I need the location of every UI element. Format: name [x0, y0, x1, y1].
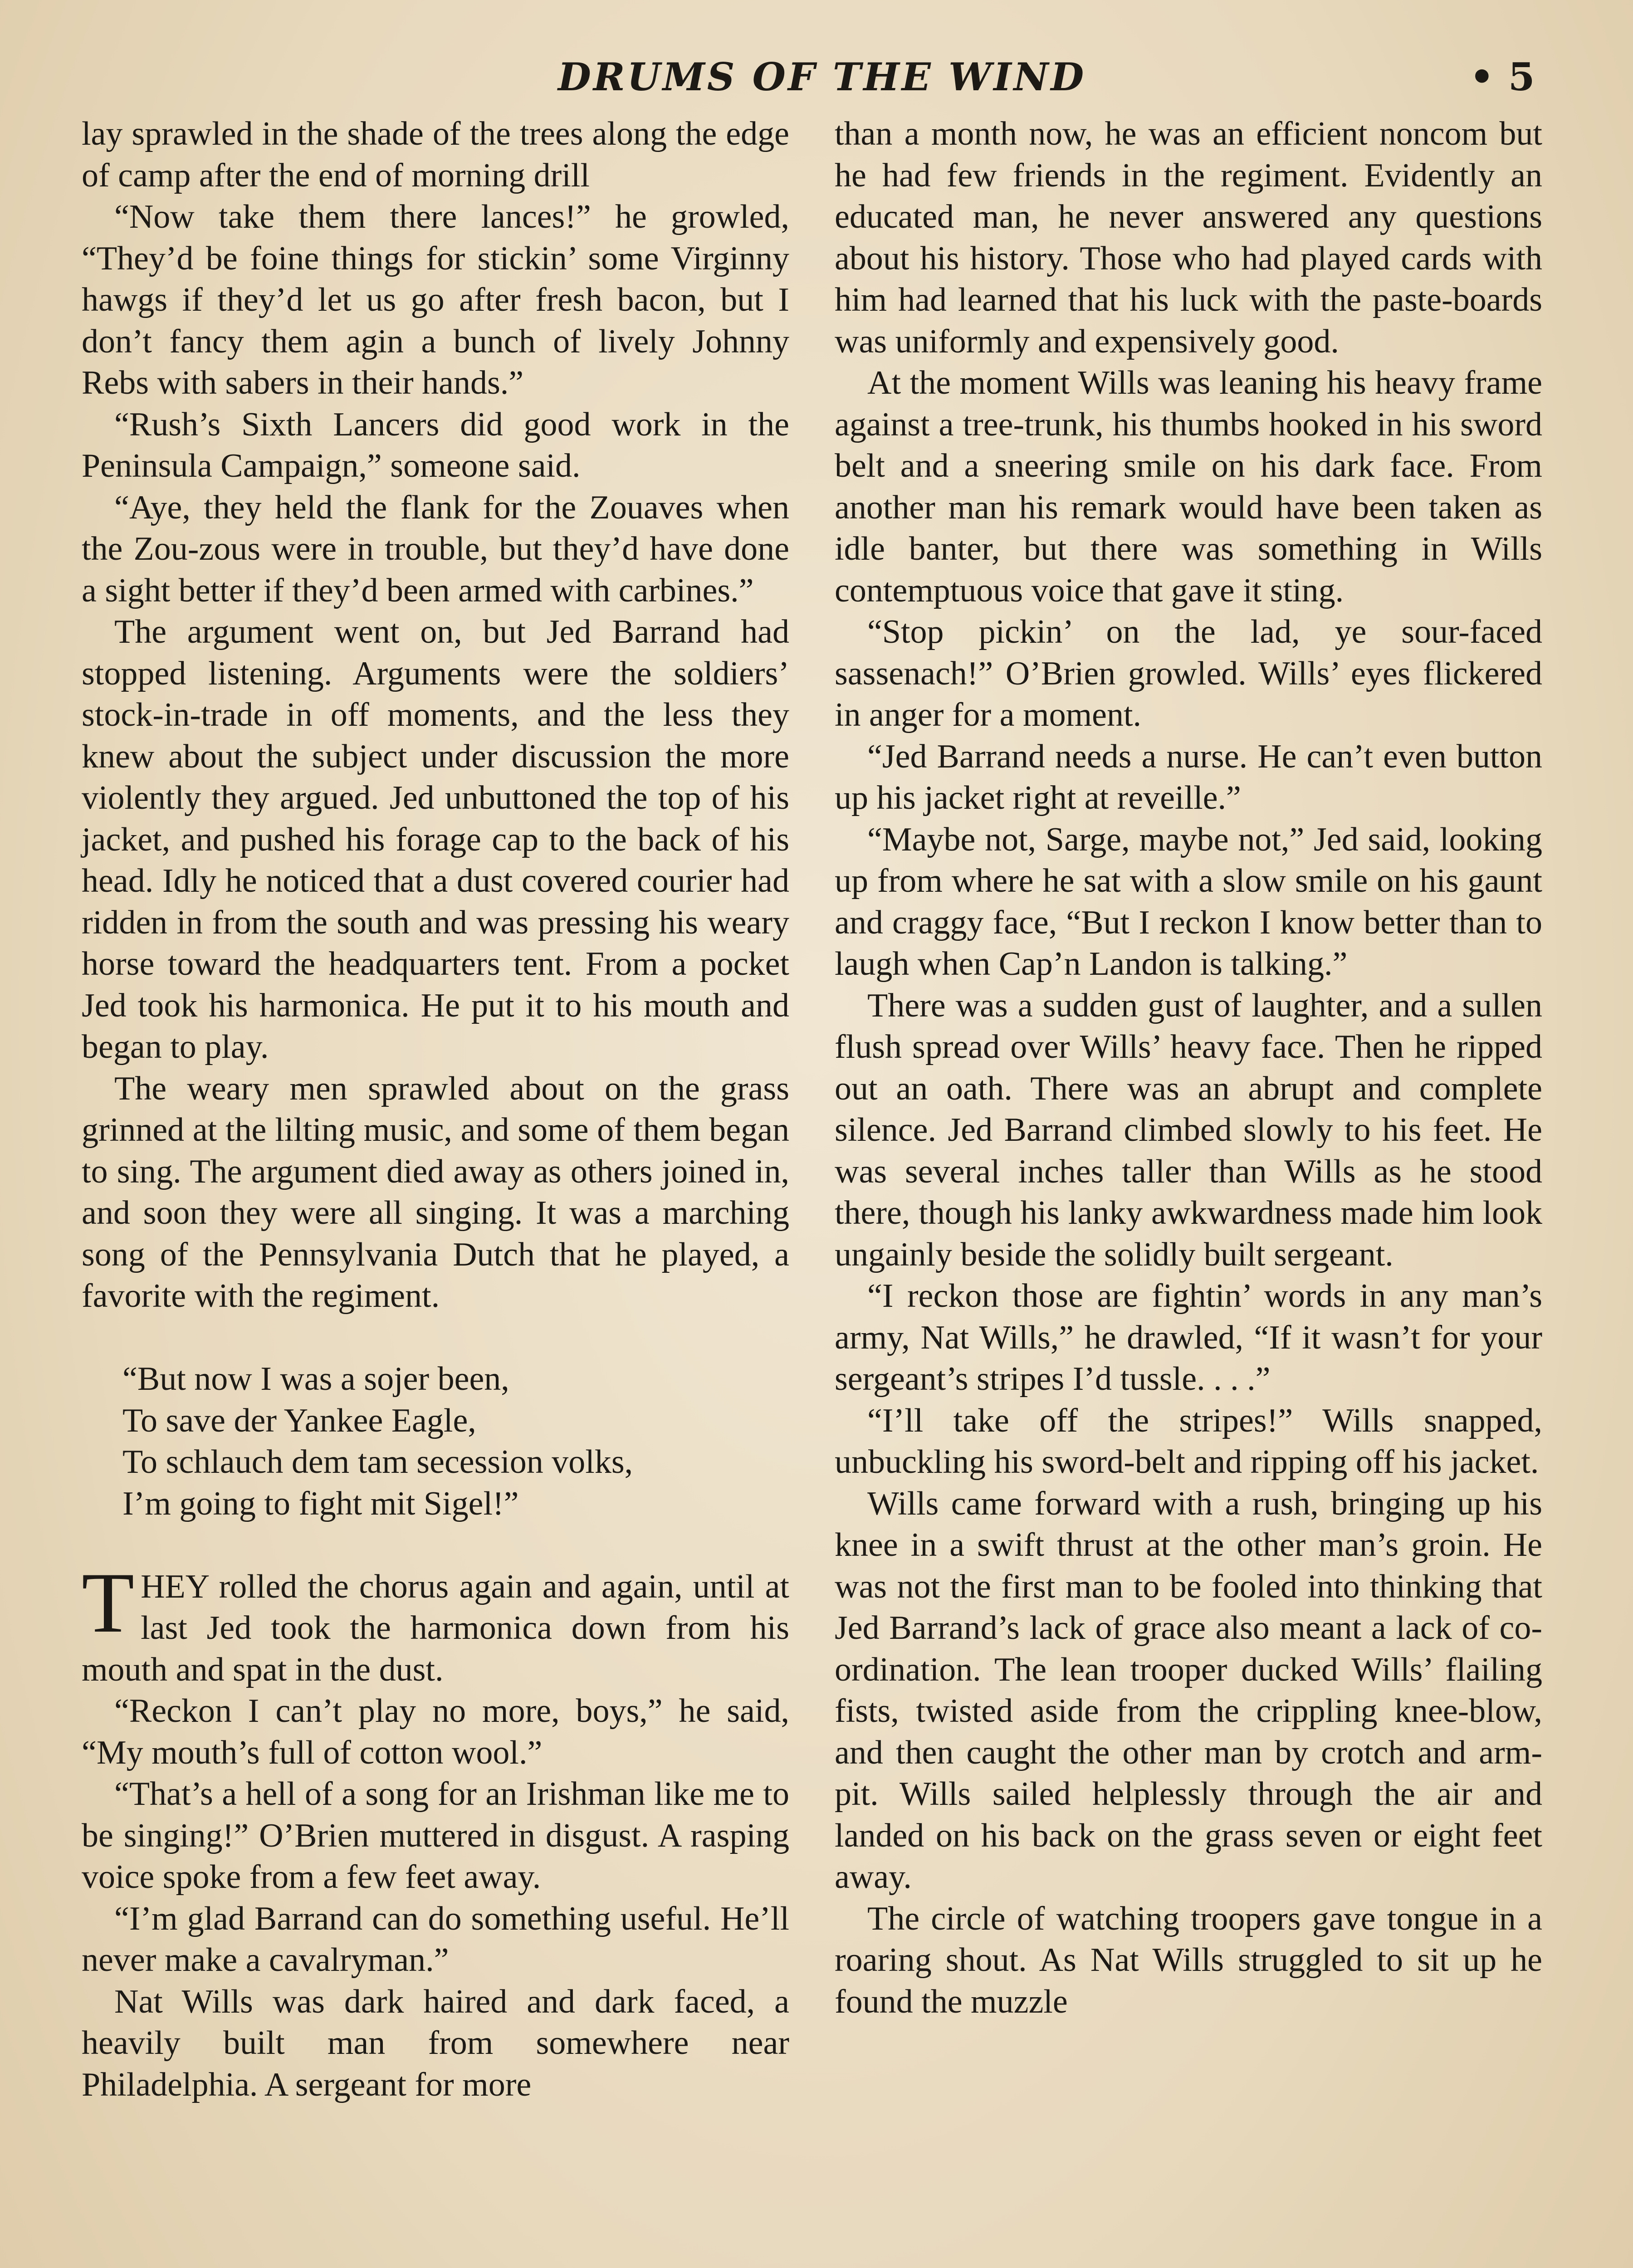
running-title: DRUMS OF THE WIND — [558, 54, 1086, 99]
paragraph: “Aye, they held the flank for the Zouaves when the Zou-zous were in trouble, but they’d have done a sight better if they’d been armed with carbines.” — [82, 489, 789, 609]
paragraph: “Maybe not, Sarge, maybe not,” Jed said, looking up from where he sat with a slow smile on his gaunt and craggy face, “But I reckon I know better than to laugh when Cap’n Landon is talking.” — [835, 821, 1542, 982]
paragraph: The weary men sprawled about on the grass grinned at the lilting music, and some of them began to sing. The argument died away as others joined in, and soon they were all singing. It was a marching song of the Pennsylvania Dutch that he played, a favorite with the regiment. — [82, 1070, 789, 1315]
right-column — [835, 113, 1542, 2023]
page-header — [0, 54, 1633, 104]
paragraph: The circle of watching troopers gave tongue in a roaring shout. As Nat Wills struggled to sit up he found the muzzle — [835, 1900, 1542, 2020]
drop-cap: T — [82, 1555, 135, 1651]
paragraph: There was a sudden gust of laughter, and a sullen flush spread over Wills’ heavy face. Then he ripped out an oath. There was an abrupt and complete silence. Jed Barrand climbed slowly to his feet. He was several inches taller than Wills as he stood there, though his lanky awkwardness made him look ungainly beside the solidly built sergeant. — [835, 987, 1542, 1273]
paragraph-with-dropcap — [82, 1555, 789, 1691]
paragraph: “Reckon I can’t play no more, boys,” he said, “My mouth’s full of cotton wool.” — [82, 1692, 789, 1771]
verse-line: To schlauch dem tam secession volks, — [122, 1443, 633, 1481]
page-number: 5 — [1508, 54, 1535, 99]
paragraph: “Now take them there lances!” he growled, “They’d be foine things for stickin’ some Virginny hawgs if they’d let us go after fresh bacon, but I don’t fancy them agin a bunch of lively Johnny Rebs with sabers in their hands.” — [82, 198, 789, 401]
paragraph: At the moment Wills was leaning his heavy frame against a tree-trunk, his thumbs hooked in his sword belt and a sneering smile on his dark face. From another man his remark would have been taken as idle banter, but there was something in Wills contemptuous voice that gave it sting. — [835, 364, 1542, 609]
paragraph: “I reckon those are fightin’ words in any man’s army, Nat Wills,” he drawled, “If it wasn’t for your sergeant’s stripes I’d tussle. . . .” — [835, 1277, 1542, 1398]
left-column — [82, 113, 789, 2106]
verse-line: I’m going to fight mit Sigel!” — [122, 1485, 519, 1522]
paragraph-text: HEY rolled the chorus again and again, until at last Jed took the harmonica down from his mouth and spat in the dust. — [82, 1568, 789, 1688]
paragraph: Wills came forward with a rush, bringing up his knee in a swift thrust at the other man’s groin. He was not the first man to be fooled into thinking that Jed Barrand’s lack of grace also meant a lack of co-ordination. The lean trooper ducked Wills’ flailing fists, twisted aside from the crippling knee-blow, and then caught the other man by crotch and arm-pit. Wills sailed helplessly through the air and landed on his back on the grass seven or eight feet away. — [835, 1485, 1542, 1896]
verse-line: To save der Yankee Eagle, — [122, 1402, 476, 1439]
paragraph: “That’s a hell of a song for an Irishman like me to be singing!” O’Brien muttered in disgust. A rasping voice spoke from a few feet away. — [82, 1775, 789, 1896]
paragraph: “Jed Barrand needs a nurse. He can’t even button up his jacket right at reveille.” — [835, 738, 1542, 816]
song-verse — [122, 1359, 789, 1525]
paragraph: “I’m glad Barrand can do something useful. He’ll never make a cavalryman.” — [82, 1900, 789, 1979]
paragraph: “Rush’s Sixth Lancers did good work in the Peninsula Campaign,” someone said. — [82, 406, 789, 484]
paragraph: “Stop pickin’ on the lad, ye sour-faced sassenach!” O’Brien growled. Wills’ eyes flickered in anger for a moment. — [835, 613, 1542, 733]
paragraph: than a month now, he was an efficient noncom but he had few friends in the regiment. Evidently an educated man, he never answered any questions about his history. Those who had played cards with him had learned that his luck with the paste-boards was uniformly and expensively good. — [835, 115, 1542, 360]
paragraph: lay sprawled in the shade of the trees along the edge of camp after the end of morning drill — [82, 115, 789, 194]
paragraph: The argument went on, but Jed Barrand had stopped listening. Arguments were the soldiers’ stock-in-trade in off moments, and the less they knew about the subject under discussion the more violently they argued. Jed unbuttoned the top of his jacket, and pushed his forage cap to the back of his head. Idly he noticed that a dust covered courier had ridden in from the south and was pressing his weary horse toward the headquarters tent. From a pocket Jed took his harmonica. He put it to his mouth and began to play. — [82, 613, 789, 1066]
header-separator: • — [1470, 54, 1494, 99]
paragraph: “I’ll take off the stripes!” Wills snapped, unbuckling his sword-belt and ripping off his jacket. — [835, 1402, 1542, 1481]
paragraph: Nat Wills was dark haired and dark faced, a heavily built man from somewhere near Philadelphia. A sergeant for more — [82, 1983, 789, 2103]
verse-line: “But now I was a sojer been, — [122, 1360, 509, 1398]
